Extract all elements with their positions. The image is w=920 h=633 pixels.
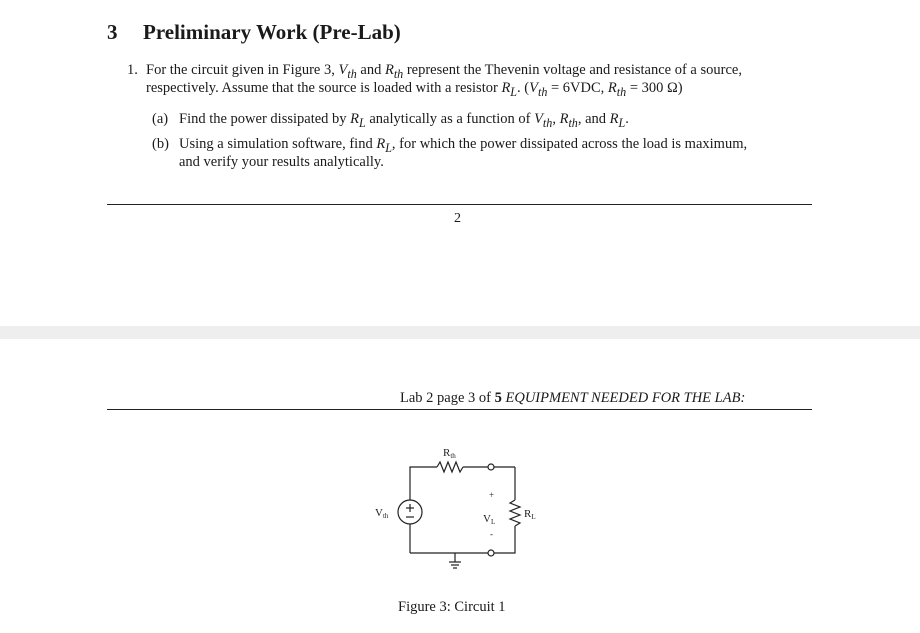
lab-header [400,390,745,407]
rl-label: RL [524,508,536,521]
rl-bottom-wire [494,526,515,553]
math-vth: $V_{th}$ [338,62,357,81]
item-1-number: 1. [127,62,138,78]
math-rth: $R_{th}$ [559,111,578,130]
terminal-bottom [488,550,494,556]
part-b-label: (b) [152,136,169,152]
vth-label: Vth [375,507,389,520]
text: . ( [517,80,530,96]
rl-resistor [510,500,520,526]
page-number: 2 [454,211,461,226]
vl-plus: + [489,490,495,500]
text: and [356,62,385,78]
vl-label: VL [483,513,496,526]
page-gap [0,326,920,339]
math-rl: $R_L$ [376,136,392,155]
part-b-line-2: and verify your results analytically. [179,154,384,170]
figure-caption: Figure 3: Circuit 1 [398,599,506,615]
math-rth: $R_{th}$ [384,62,404,81]
vl-minus: - [490,529,493,539]
math-vth: $V_{th}$ [529,80,548,99]
math-rl: $R_L$ [609,111,626,130]
header-divider [107,409,812,410]
text: For the circuit given in Figure 3, [146,62,339,78]
text: = 300 Ω) [626,80,683,96]
part-a-label: (a) [152,111,169,127]
item-1-line-2 [146,79,683,102]
circuit-diagram [365,440,555,580]
lab-section-title: EQUIPMENT NEEDED FOR THE LAB: [505,390,746,406]
section-title: Preliminary Work (Pre-Lab) [143,20,401,44]
terminal-top [488,464,494,470]
text: respectively. Assume that the source is loaded with a resistor [146,80,502,96]
rth-label: Rth [443,447,456,460]
math-rth: $R_{th}$ [607,80,627,99]
part-a-text: Find the power dissipated by $R_L$ analytically as a function of $V_{th}$, $R_{th}$, and $R_L$. [179,111,629,130]
math-rl: $R_L$ [501,80,518,99]
math-vth: $V_{th}$ [534,111,553,130]
text: = 6VDC, [547,80,608,96]
rth-resistor [437,462,463,472]
text: represent the Thevenin voltage and resistance of a source, [403,62,742,78]
section-number: 3 [107,20,118,44]
top-left-wire [410,467,437,500]
part-b-line-1: Using a simulation software, find $R_L$, for which the power dissipated across the load is maximum, [179,136,748,155]
math-rl: $R_L$ [350,111,366,130]
lab-page-total: 5 [494,390,502,406]
footer-divider [107,204,812,205]
lab-page-label: Lab 2 page 3 of [400,390,495,406]
